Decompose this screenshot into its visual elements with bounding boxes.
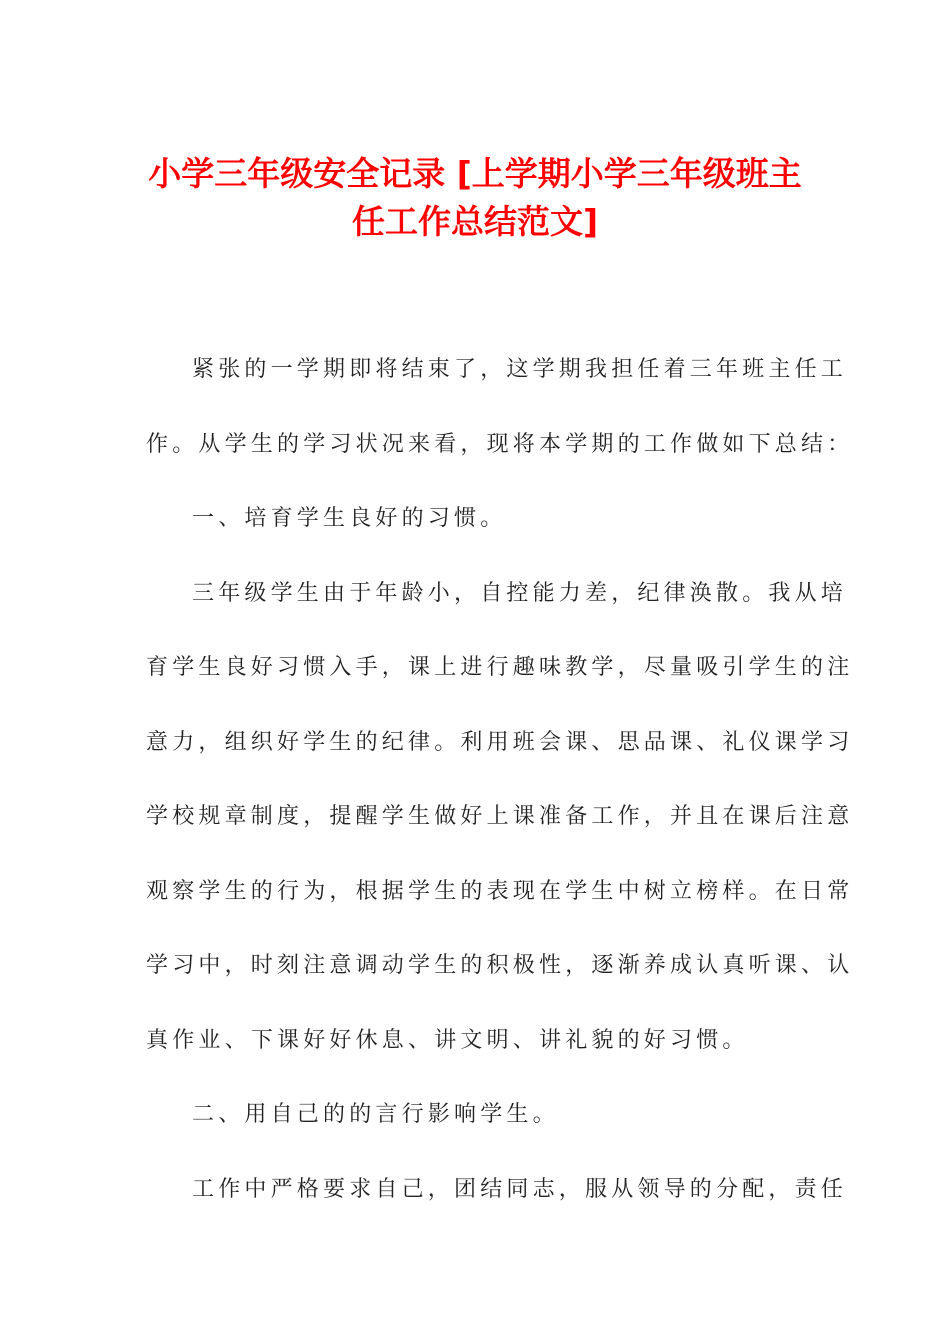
body-line: 学习中，时刻注意调动学生的积极性，逐渐养成认真听课、认 (146, 953, 854, 978)
body-line: 观察学生的行为，根据学生的表现在学生中树立榜样。在日常 (146, 878, 854, 904)
body-line: 紧张的一学期即将结束了，这学期我担任着三年班主任工 (192, 357, 848, 382)
document-title (118, 150, 832, 246)
body-line: 学校规章制度，提醒学生做好上课准备工作，并且在课后注意 (146, 804, 854, 829)
body-line: 育学生良好习惯入手，课上进行趣味教学，尽量吸引学生的注 (146, 655, 854, 680)
body-line: 作。从学生的学习状况来看，现将本学期的工作做如下总结： (146, 431, 854, 457)
document-body (146, 333, 854, 1227)
body-line: 三年级学生由于年龄小，自控能力差，纪律涣散。我从培 (192, 580, 848, 606)
body-line: 真作业、下课好好休息、讲文明、讲礼貌的好习惯。 (146, 1027, 749, 1053)
title-line-1: 小学三年级安全记录 [上学期小学三年级班主 (148, 154, 802, 193)
section-heading-2: 二、用自己的的言行影响学生。 (192, 1102, 559, 1127)
body-line: 工作中严格要求自己，团结同志，服从领导的分配，责任 (192, 1176, 848, 1202)
section-heading-1: 一、培育学生良好的习惯。 (192, 506, 507, 531)
body-line: 意力，组织好学生的纪律。利用班会课、思品课、礼仪课学习 (146, 729, 854, 755)
title-line-2: 任工作总结范文] (351, 202, 599, 241)
